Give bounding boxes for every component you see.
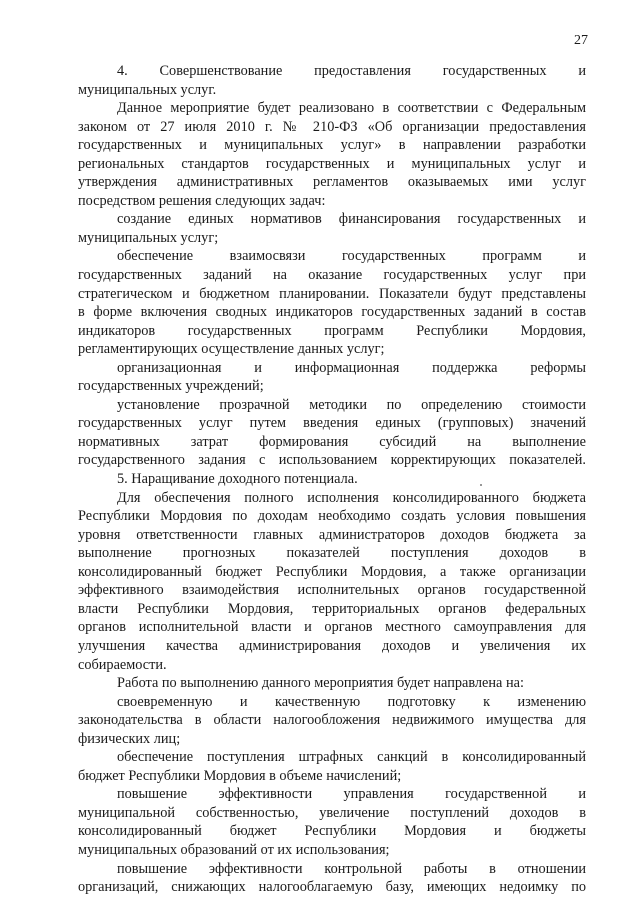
text-line: муниципальных образований от их использования;: [78, 841, 390, 858]
text-line: региональных стандартов государственных и муниципальных услуг и: [78, 155, 586, 172]
text-line: организаций, снижающих налогооблагаемую базу, имеющих недоимку по: [78, 879, 586, 896]
text-line: законом от 27 июля 2010 г. № 210-ФЗ «Об организации предоставления: [78, 118, 586, 135]
text-line: муниципальных услуг;: [78, 229, 219, 246]
text-line: повышение эффективности контрольной работы в отношении: [117, 860, 586, 877]
text-line: законодательства в области налогообложения недвижимого имущества для: [78, 712, 586, 729]
text-line: обеспечение поступления штрафных санкций в консолидированный: [117, 749, 586, 766]
text-line: Данное мероприятие будет реализовано в соответствии с Федеральным: [117, 100, 586, 117]
text-line: Республики Мордовия по доходам необходимо создать условия повышения: [78, 508, 586, 525]
text-line: эффективного взаимодействия исполнительных органов государственной: [78, 582, 586, 599]
text-line: выполнение прогнозных показателей поступления доходов в: [78, 545, 586, 562]
text-line: государственного задания с использованием корректирующих показателей.: [78, 452, 586, 469]
text-line: индикаторов государственных программ Республики Мордовия,: [78, 322, 586, 339]
text-line: создание единых нормативов финансирования государственных и: [117, 211, 586, 228]
text-line: стратегическом и бюджетном планировании. Показатели будут представлены: [78, 285, 586, 302]
text-line: 4. Совершенствование предоставления государственных и: [117, 63, 586, 79]
text-line: регламентирующих осуществление данных услуг;: [78, 341, 385, 358]
text-line: консолидированный бюджет Республики Мордовия, а также организации: [78, 563, 586, 580]
text-line: 5. Наращивание доходного потенциала.: [117, 471, 358, 488]
text-line: обеспечение взаимосвязи государственных программ и: [117, 248, 586, 265]
text-line: собираемости.: [78, 656, 167, 673]
text-line: государственных учреждений;: [78, 378, 264, 395]
text-line: органов исполнительной власти и органов местного самоуправления для: [78, 619, 586, 636]
text-line: Работа по выполнению данного мероприятия будет направлена на:: [117, 675, 524, 692]
text-line: государственных заданий на оказание государственных услуг при: [78, 267, 586, 284]
text-line: посредством решения следующих задач:: [78, 192, 326, 209]
text-line: Для обеспечения полного исполнения консолидированного бюджета: [117, 489, 586, 506]
body-text: [78, 62, 586, 897]
text-line: муниципальных услуг.: [78, 81, 217, 98]
text-line: бюджет Республики Мордовия в объеме начислений;: [78, 767, 402, 784]
text-line: утверждения административных регламентов оказываемых ими услуг: [78, 174, 586, 191]
text-line: муниципальной собственностью, увеличение поступлений доходов в: [78, 804, 586, 821]
text-line: в форме включения сводных индикаторов государственных заданий в состав: [78, 304, 586, 321]
text-line: консолидированный бюджет Республики Мордовия и бюджеты: [78, 823, 586, 840]
text-line: организационная и информационная поддержка реформы: [117, 359, 586, 376]
text-line: физических лиц;: [78, 730, 181, 747]
page-number: 27: [574, 33, 588, 48]
text-line: власти Республики Мордовия, территориальных органов федеральных: [78, 600, 586, 617]
text-line: уровня ответственности главных администраторов доходов бюджета за: [78, 526, 586, 543]
text-line: улучшения качества администрирования доходов и увеличения их: [78, 637, 586, 654]
text-line: государственных услуг путем введения единых (групповых) значений: [78, 415, 586, 432]
text-line: повышение эффективности управления государственной и: [117, 786, 586, 803]
text-line: нормативных затрат формирования субсидий на выполнение: [78, 433, 586, 450]
text-line: своевременную и качественную подготовку к изменению: [117, 693, 586, 710]
scan-speck: [480, 484, 482, 486]
text-line: установление прозрачной методики по определению стоимости: [117, 396, 586, 413]
text-line: государственных и муниципальных услуг» в направлении разработки: [78, 137, 586, 154]
